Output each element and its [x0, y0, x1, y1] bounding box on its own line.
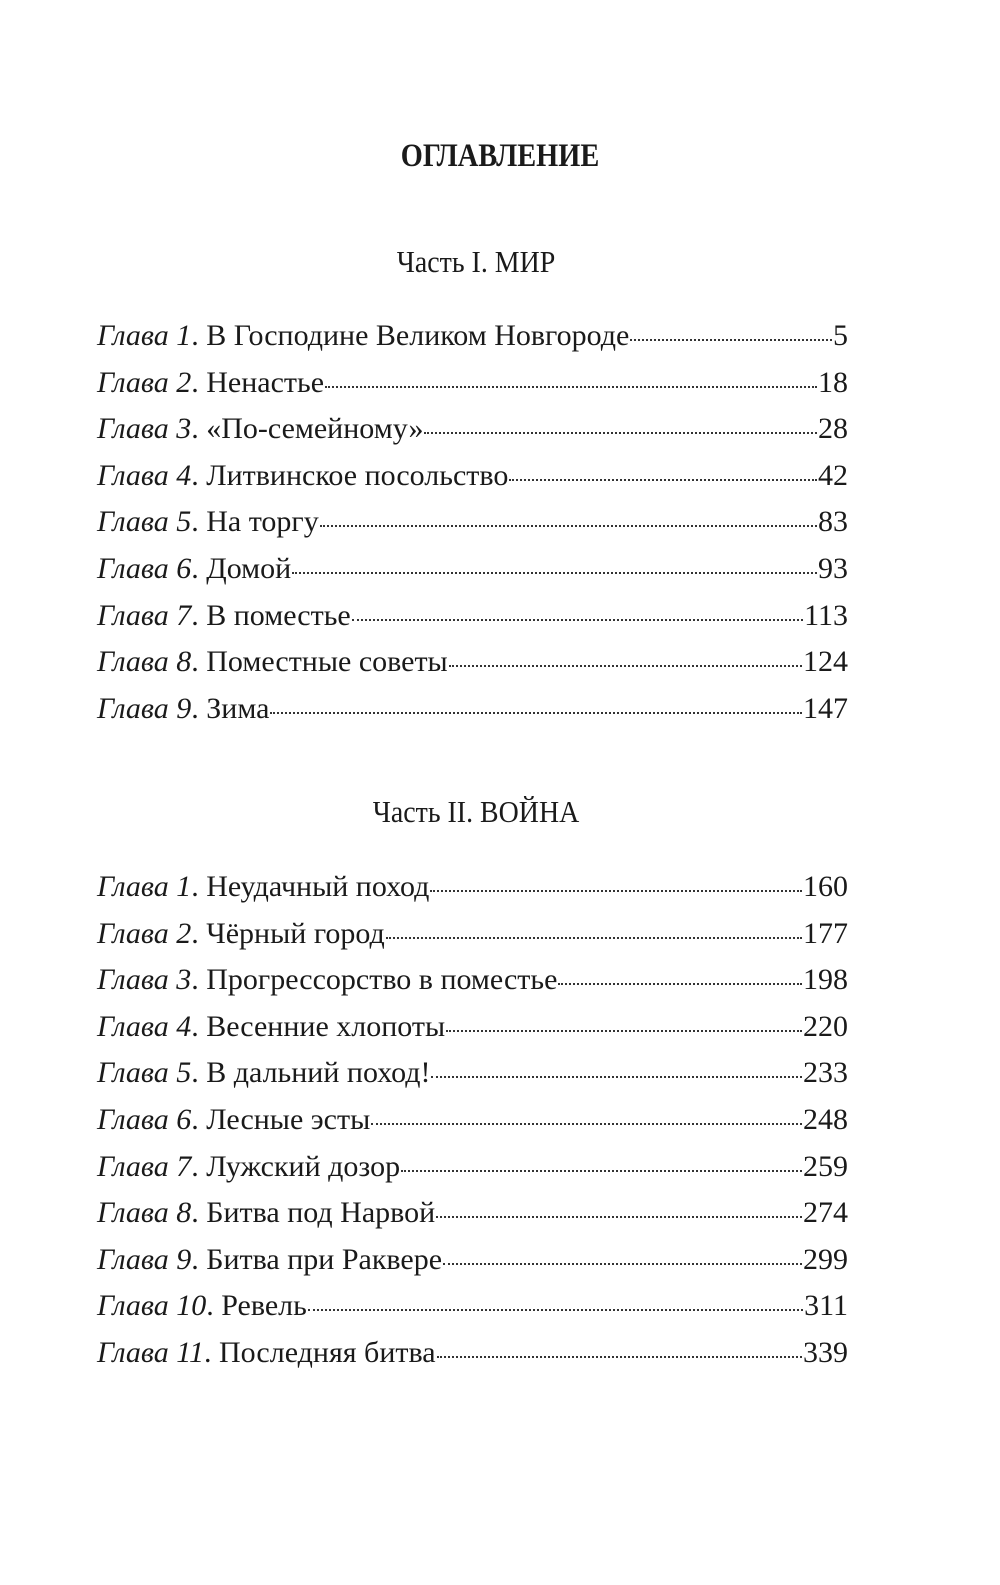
- chapter-label-period: .: [191, 1009, 207, 1043]
- chapter-title: Ревель: [221, 1289, 307, 1323]
- chapter-label-period: .: [191, 691, 207, 725]
- part-1-title: Часть I. МИР: [396, 244, 556, 279]
- dot-leader: [292, 572, 817, 574]
- toc-entry[interactable]: [97, 406, 848, 453]
- part-2-toc: [97, 864, 848, 1377]
- page-number: 83: [818, 505, 848, 539]
- page-title: ОГЛАВЛЕНИЕ: [400, 138, 600, 175]
- chapter-label-period: .: [191, 1196, 207, 1230]
- chapter-label-period: .: [191, 963, 207, 997]
- chapter-title: Весенние хлопоты: [206, 1009, 446, 1043]
- chapter-title: Чёрный город: [206, 916, 385, 950]
- dot-leader: [446, 1030, 802, 1032]
- toc-entry[interactable]: [97, 360, 848, 407]
- chapter-label-period: .: [191, 1056, 207, 1090]
- chapter-label: Глава 1: [97, 319, 192, 352]
- chapter-label-period: .: [191, 551, 207, 585]
- dot-leader: [431, 1076, 802, 1078]
- toc-entry[interactable]: [97, 1050, 848, 1097]
- page-number: 220: [803, 1009, 848, 1043]
- chapter-title: Зима: [206, 691, 270, 725]
- chapter-label-period: .: [191, 598, 207, 632]
- page-number: 259: [803, 1149, 848, 1183]
- toc-entry[interactable]: [97, 1283, 848, 1330]
- chapter-title: Неудачный поход: [206, 870, 430, 903]
- chapter-label: Глава 11: [97, 1335, 205, 1369]
- chapter-label-period: .: [191, 458, 207, 492]
- chapter-label: Глава 8: [97, 645, 192, 679]
- chapter-label: Глава 5: [97, 1056, 192, 1090]
- page-number: 177: [803, 916, 848, 950]
- chapter-label-period: .: [191, 870, 207, 903]
- chapter-label: Глава 2: [97, 365, 192, 399]
- chapter-label: Глава 1: [97, 870, 192, 903]
- chapter-label: Глава 9: [97, 1242, 192, 1276]
- dot-leader: [401, 1170, 802, 1172]
- page-number: 42: [818, 458, 848, 492]
- page-number: 160: [803, 870, 848, 903]
- chapter-label-period: .: [191, 1149, 207, 1183]
- page-number: 5: [833, 319, 848, 352]
- toc-entry[interactable]: [97, 1237, 848, 1284]
- toc-entry[interactable]: [97, 1190, 848, 1237]
- chapter-title: Битва под Нарвой: [206, 1196, 436, 1230]
- chapter-title: Прогрессорство в поместье: [206, 963, 558, 997]
- chapter-title: Лужский дозор: [206, 1149, 401, 1183]
- page-number: 311: [804, 1289, 848, 1323]
- chapter-label: Глава 6: [97, 1102, 192, 1136]
- dot-leader: [437, 1356, 802, 1358]
- dot-leader: [443, 1263, 802, 1265]
- toc-entry[interactable]: [97, 1144, 848, 1191]
- chapter-title: Последняя битва: [219, 1335, 436, 1369]
- dot-leader: [320, 525, 817, 527]
- chapter-label: Глава 7: [97, 1149, 192, 1183]
- dot-leader: [449, 665, 802, 667]
- toc-entry[interactable]: [97, 686, 848, 733]
- chapter-label-period: .: [191, 505, 207, 539]
- page-number: 18: [818, 365, 848, 399]
- chapter-label-period: .: [206, 1289, 222, 1323]
- dot-leader: [352, 619, 803, 621]
- toc-entry[interactable]: [97, 453, 848, 500]
- chapter-title: В Господине Великом Новгороде: [206, 319, 630, 352]
- chapter-label-period: .: [191, 412, 207, 446]
- chapter-label: Глава 8: [97, 1196, 192, 1230]
- page-number: 233: [803, 1056, 848, 1090]
- chapter-title: Лесные эсты: [206, 1102, 371, 1136]
- chapter-label: Глава 6: [97, 551, 192, 585]
- chapter-label-period: .: [191, 319, 207, 352]
- toc-entry[interactable]: [97, 499, 848, 546]
- dot-leader: [509, 479, 817, 481]
- page-number: 339: [803, 1335, 848, 1369]
- chapter-label: Глава 4: [97, 458, 192, 492]
- page-number: 198: [803, 963, 848, 997]
- chapter-label-period: .: [191, 1242, 207, 1276]
- page-number: 93: [818, 551, 848, 585]
- dot-leader: [386, 937, 802, 939]
- page-number: 248: [803, 1102, 848, 1136]
- chapter-label-period: .: [191, 645, 207, 679]
- dot-leader: [270, 712, 802, 714]
- chapter-label: Глава 7: [97, 598, 192, 632]
- chapter-title: Битва при Раквере: [206, 1242, 443, 1276]
- chapter-label-period: .: [191, 365, 207, 399]
- chapter-title: В дальний поход!: [206, 1056, 431, 1090]
- chapter-title: В поместье: [206, 598, 351, 632]
- dot-leader: [308, 1309, 803, 1311]
- page-number: 113: [804, 598, 848, 632]
- toc-entry[interactable]: [97, 639, 848, 686]
- chapter-label-period: .: [191, 916, 207, 950]
- page-number: 28: [818, 412, 848, 446]
- dot-leader: [424, 432, 817, 434]
- chapter-label-period: .: [191, 1102, 207, 1136]
- dot-leader: [430, 890, 802, 892]
- toc-entry[interactable]: [97, 1004, 848, 1051]
- chapter-label: Глава 9: [97, 691, 192, 725]
- dot-leader: [630, 339, 832, 341]
- chapter-title: Домой: [206, 551, 292, 585]
- toc-entry[interactable]: [97, 864, 848, 911]
- toc-entry[interactable]: [97, 957, 848, 1004]
- chapter-title: Литвинское посольство: [206, 458, 509, 492]
- part-2-title: Часть II. ВОЙНА: [372, 794, 580, 829]
- part-1-toc: [97, 313, 848, 732]
- dot-leader: [558, 983, 802, 985]
- chapter-label-period: .: [204, 1335, 220, 1369]
- chapter-title: «По-семейному»: [206, 412, 424, 446]
- page-number: 274: [803, 1196, 848, 1230]
- chapter-label: Глава 5: [97, 505, 192, 539]
- chapter-label: Глава 10: [97, 1289, 207, 1323]
- page-number: 299: [803, 1242, 848, 1276]
- toc-entry[interactable]: [97, 1330, 848, 1377]
- chapter-title: Поместные советы: [206, 645, 448, 679]
- chapter-label: Глава 4: [97, 1009, 192, 1043]
- dot-leader: [436, 1216, 802, 1218]
- chapter-label: Глава 2: [97, 916, 192, 950]
- toc-entry[interactable]: [97, 593, 848, 640]
- toc-entry[interactable]: [97, 546, 848, 593]
- toc-entry[interactable]: [97, 911, 848, 958]
- page-number: 147: [803, 691, 848, 725]
- chapter-label: Глава 3: [97, 963, 192, 997]
- toc-entry[interactable]: [97, 1097, 848, 1144]
- dot-leader: [325, 386, 817, 388]
- page-number: 124: [803, 645, 848, 679]
- toc-entry[interactable]: [97, 313, 848, 360]
- chapter-label: Глава 3: [97, 412, 192, 446]
- dot-leader: [371, 1123, 802, 1125]
- chapter-title: На торгу: [206, 505, 319, 539]
- chapter-title: Ненастье: [206, 365, 325, 399]
